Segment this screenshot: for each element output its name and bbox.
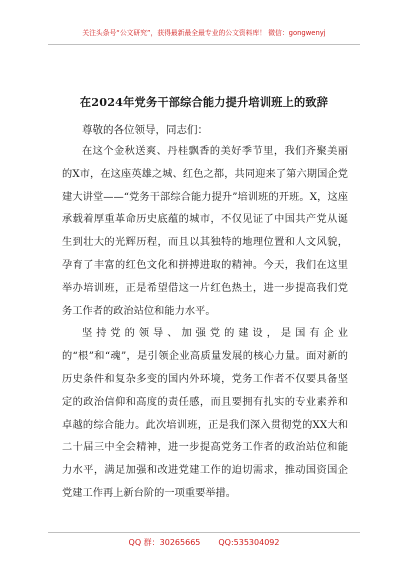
- footer-divider: [48, 532, 360, 533]
- document-title: 在2024年党务干部综合能力提升培训班上的致辞: [79, 95, 329, 109]
- header-divider: [48, 44, 360, 45]
- header-banner: 关注头条号“公文研究”，获得最新最全最专业的公文资料库！ 微信：gongwenyj: [82, 29, 326, 37]
- qq-group-number: QQ 群：30265665: [128, 538, 201, 547]
- footer-contact: [0, 537, 408, 549]
- document-body: [62, 119, 348, 506]
- salutation: 尊敬的各位领导，同志们：: [82, 124, 208, 136]
- paragraph: 在这个金秋送爽、丹桂飘香的美好季节里，我们齐聚美丽的X市，在这座英雄之城、红色之都，共同迎来了第六期国企党建大讲堂——“党务干部综合能力提升”培训班的开班。X，这座承载着厚重革命历史底蕴的城市，不仅见证了中国共产党从诞生到壮大的光辉历程，而且以其独特的地理位置和人文风貌，孕育了丰富的红色文化和拼搏进取的精神。今天，我们在这里举办培训班，正是希望借这一片红色热土，进一步提高我们党务工作者的政治站位和能力水平。: [62, 146, 348, 317]
- qq-number: QQ:535304092: [218, 538, 280, 547]
- paragraph: 坚持党的领导、加强党的建设，是国有企业的“根”和“魂”，是引领企业高质量发展的核心力量。面对新的历史条件和复杂多变的国内外环境，党务工作者不仅要具备坚定的政治信仰和高度的责任感，而且要拥有扎实的专业素养和卓越的综合能力。此次培训班，正是我们深入贯彻党的XX大和二十届三中全会精神，进一步提高党务工作者的政治站位和能力水平，满足加强和改进党建工作的迫切需求，推动国资国企党建工作再上新台阶的一项重要举措。: [62, 328, 348, 499]
